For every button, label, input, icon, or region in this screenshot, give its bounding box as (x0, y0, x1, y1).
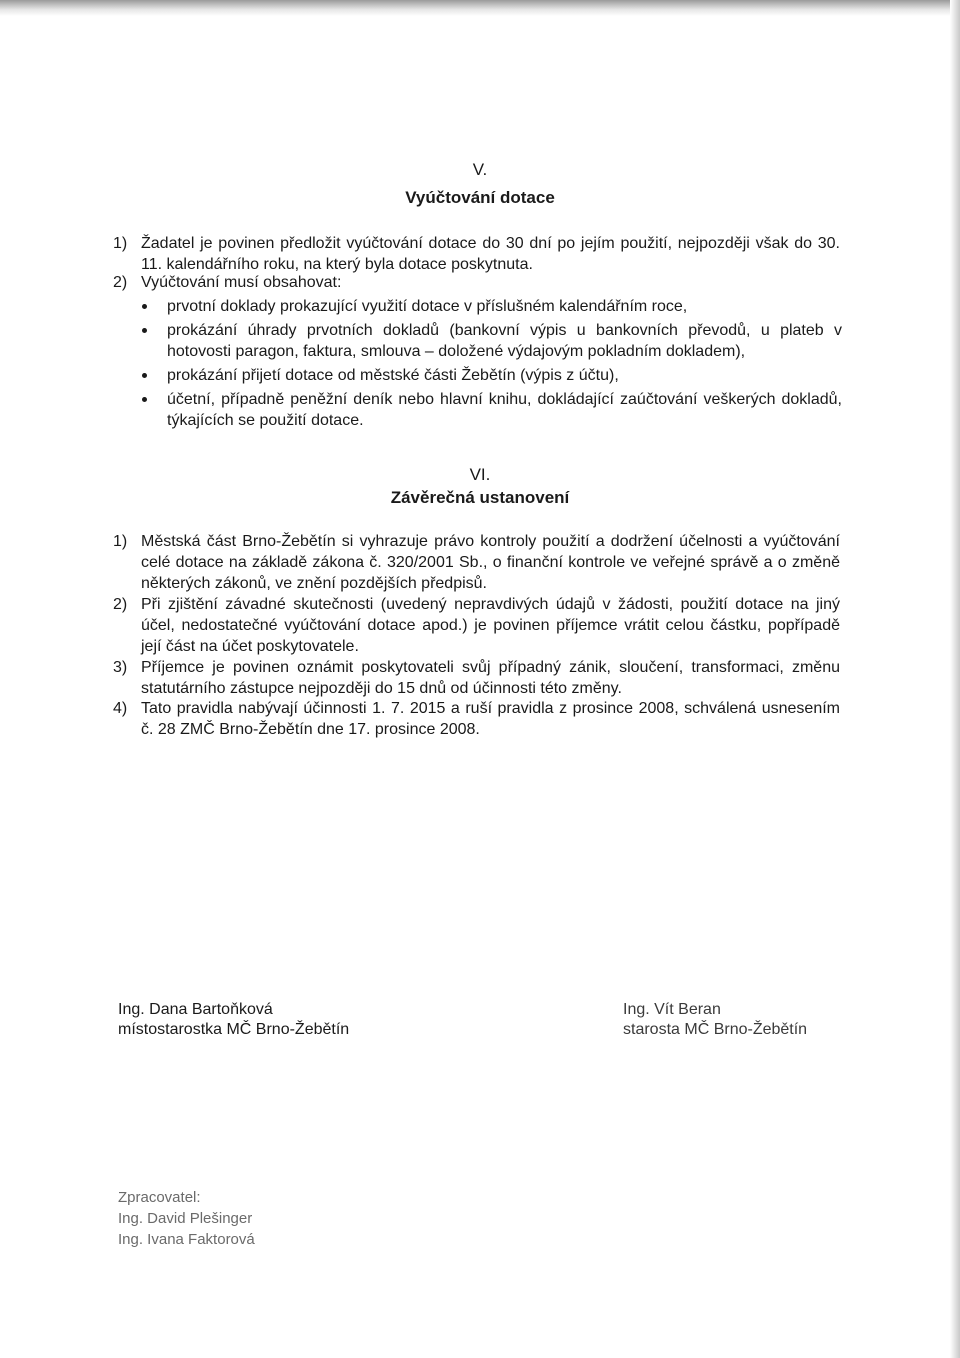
section-6-title: Závěrečná ustanovení (390, 488, 570, 507)
bullet-text: prokázání přijetí dotace od městské části Žebětín (výpis z účtu), (167, 367, 619, 384)
item-text: Při zjištění závadné skutečnosti (uvedený nepravdivých údajů v žádosti, použití dotace na jiný účel, nedostatečné vyúčtování dotace apod.) je povinen příjemce vrátit celou částku, popřípadě její část na účet poskytovatele. (141, 596, 840, 655)
item-text: Městská část Brno-Žebětín si vyhrazuje právo kontroly použití a dodržení účelnosti a vyúčtování celé dotace na základě zákona č. 320/2001 Sb., o finanční kontrole ve veřejné správě a o změně některých zákonů, ve znění pozdějších předpisů. (141, 533, 840, 592)
signatory-name: Ing. Vít Beran (623, 1001, 721, 1018)
preparer-name: Ing. David Plešinger (118, 1210, 253, 1227)
signature-left (118, 1000, 458, 1040)
bullet-text: prokázání úhrady prvotních dokladů (bankovní výpis u bankovních převodů, u plateb v hotovosti paragon, faktura, smlouva – doložené výdajovým pokladním dokladem), (167, 322, 842, 360)
section-5-number: V. (472, 160, 488, 179)
bullet-dot-icon (142, 397, 147, 402)
section-6-number: VI. (469, 465, 491, 484)
item-text: Vyúčtování musí obsahovat: (141, 274, 342, 291)
bullet-dot-icon (142, 328, 147, 333)
prepared-by (118, 1187, 255, 1250)
signatory-role: starosta MČ Brno-Žebětín (623, 1021, 808, 1038)
section-5-title: Vyúčtování dotace (405, 188, 555, 207)
bullet-text: účetní, případně peněžní deník nebo hlavní knihu, dokládající zaúčtování veškerých dokladů, týkajících se použití dotace. (167, 391, 842, 429)
item-number: 4) (113, 700, 128, 717)
signature-right (623, 1000, 923, 1040)
bullet-dot-icon (142, 373, 147, 378)
signatory-role: místostarostka MČ Brno-Žebětín (118, 1021, 350, 1038)
signatory-name: Ing. Dana Bartoňková (118, 1001, 273, 1018)
item-text: Žadatel je povinen předložit vyúčtování dotace do 30 dní po jejím použití, nejpozději však do 30. 11. kalendářního roku, na který byla dotace poskytnuta. (141, 235, 840, 273)
item-number: 2) (113, 274, 128, 291)
item-text: Příjemce je povinen oznámit poskytovateli svůj případný zánik, sloučení, transformaci, změnu statutárního zástupce nejpozději do 15 dnů od účinnosti této změny. (141, 659, 840, 697)
item-number: 1) (113, 235, 128, 252)
prepared-by-label: Zpracovatel: (118, 1189, 201, 1206)
item-number: 3) (113, 659, 128, 676)
item-number: 2) (113, 596, 128, 613)
item-number: 1) (113, 533, 128, 550)
bullet-text: prvotní doklady prokazující využití dotace v příslušném kalendářním roce, (167, 298, 688, 315)
bullet-dot-icon (142, 304, 147, 309)
preparer-name: Ing. Ivana Faktorová (118, 1231, 255, 1248)
item-text: Tato pravidla nabývají účinnosti 1. 7. 2015 a ruší pravidla z prosince 2008, schválená usnesením č. 28 ZMČ Brno-Žebětín dne 17. prosince 2008. (141, 700, 840, 738)
